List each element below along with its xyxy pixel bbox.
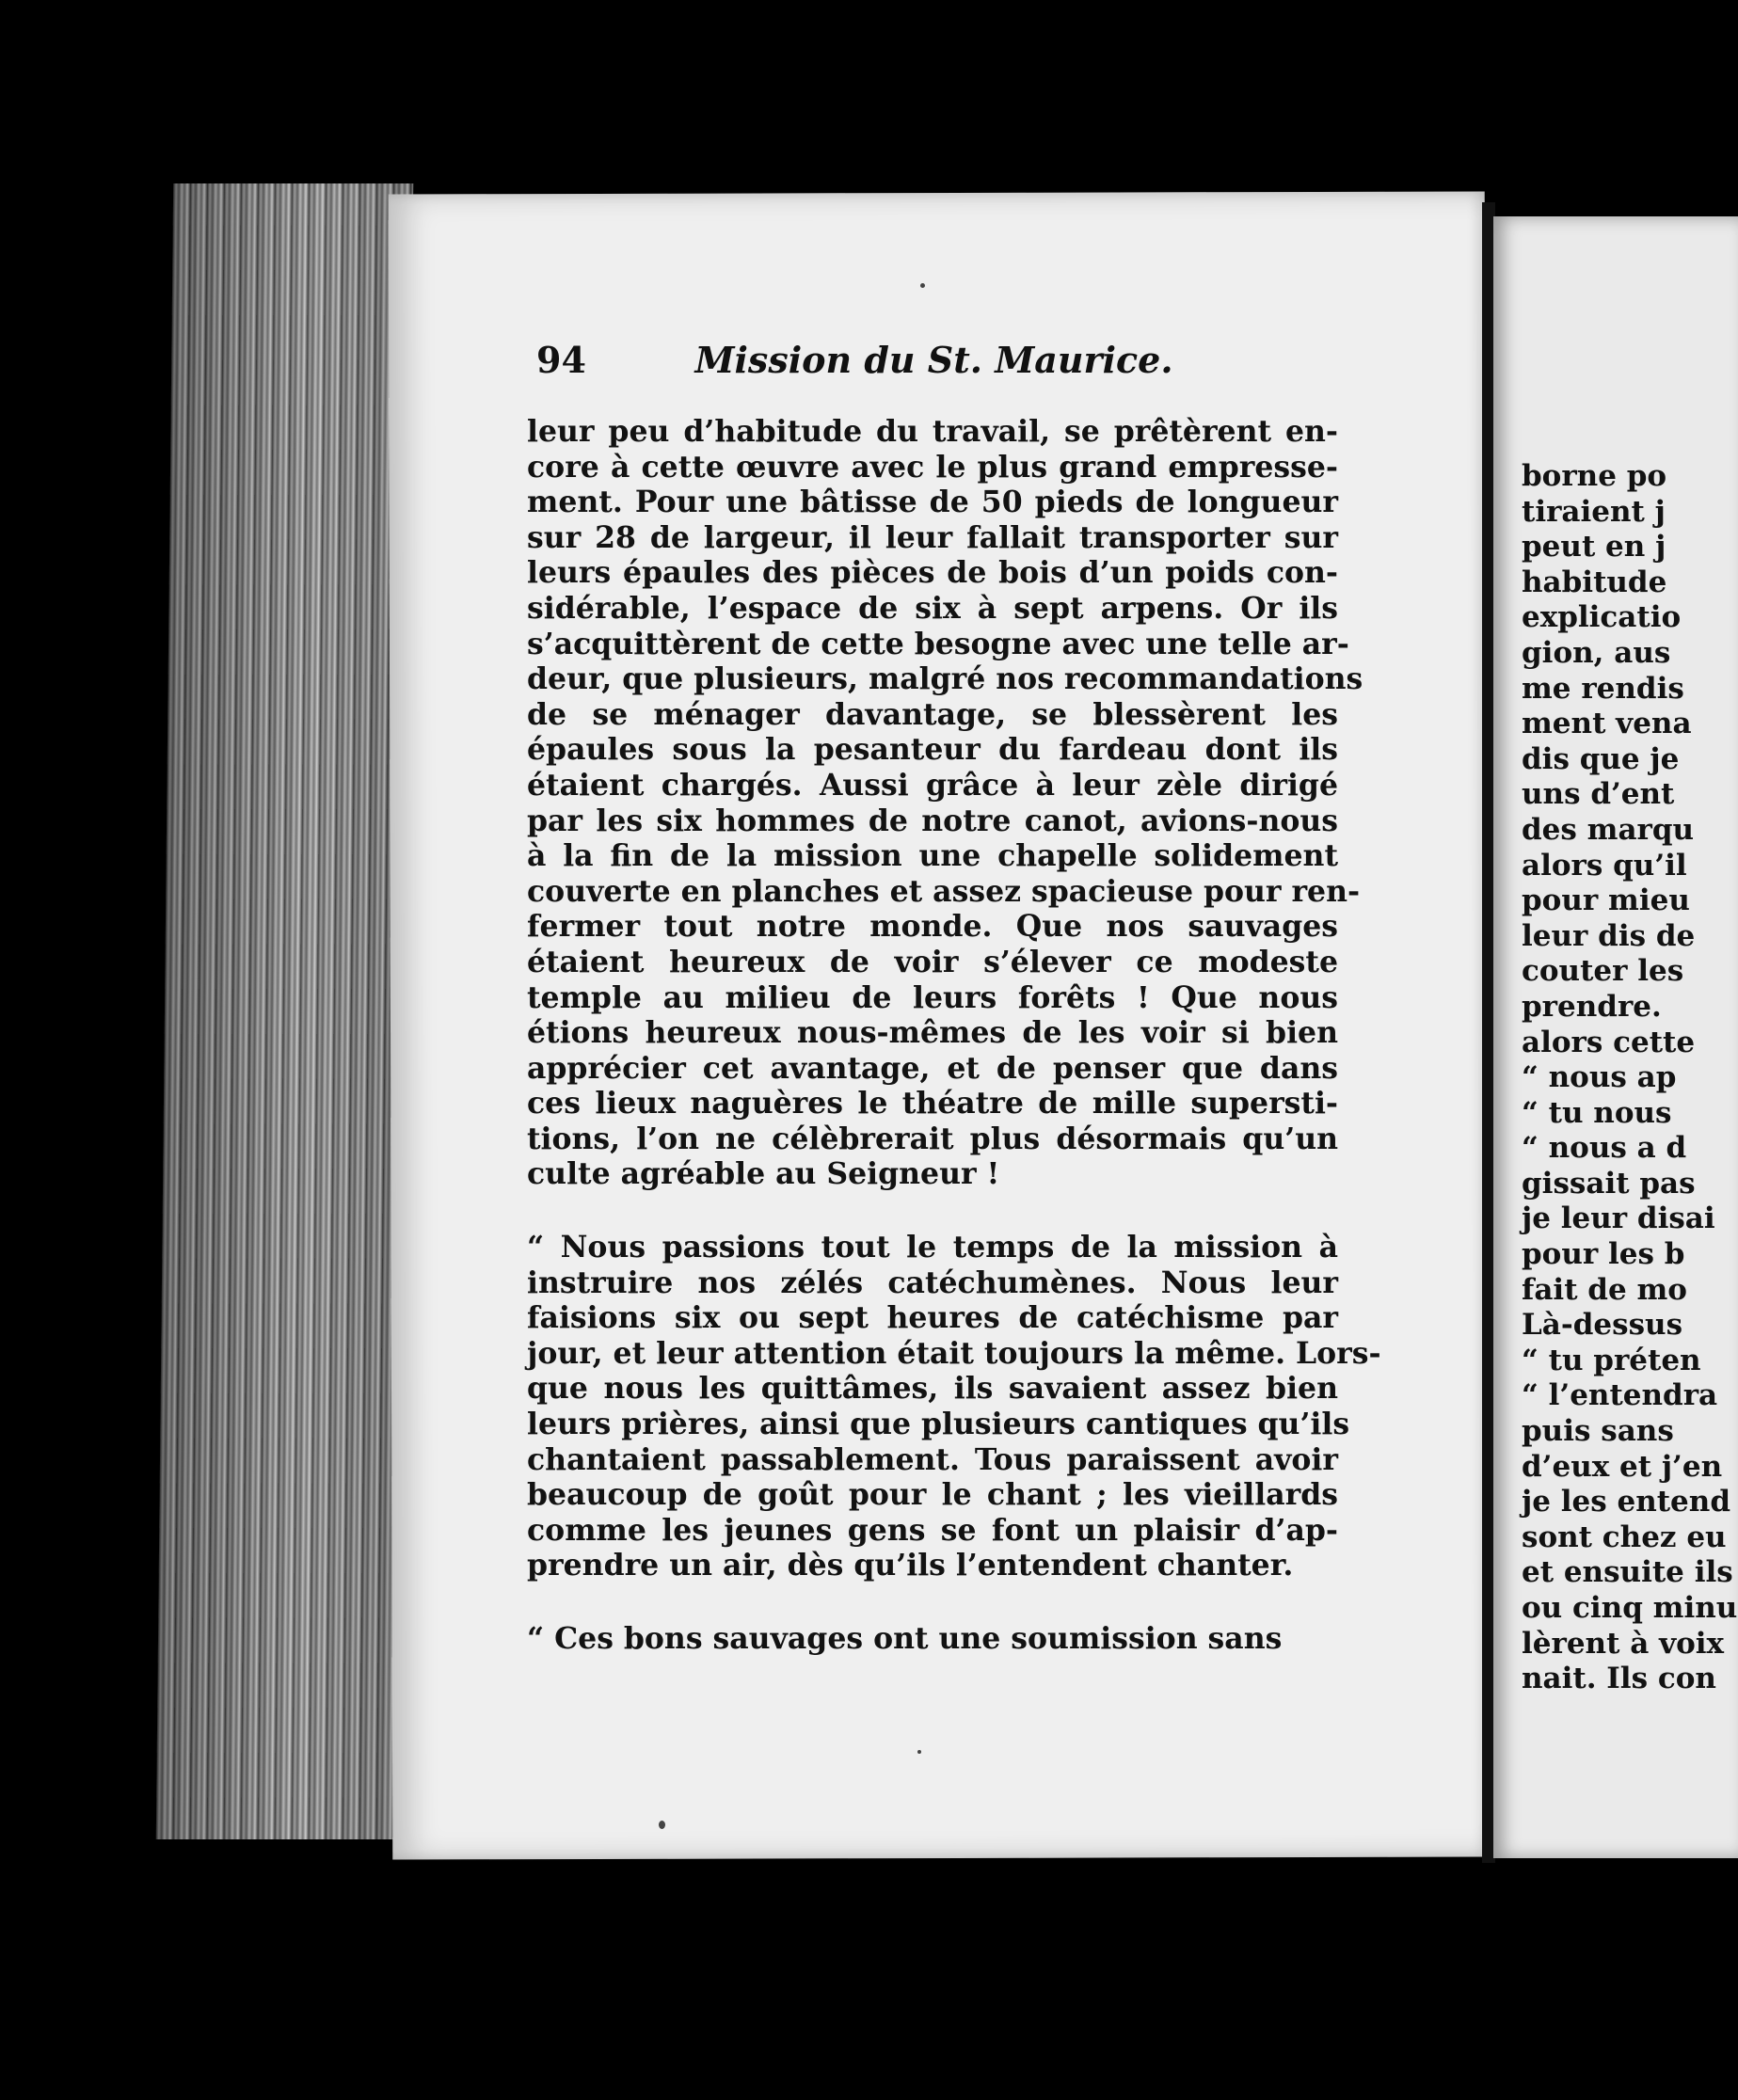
text-line: prendre un air, dès qu’ils l’entendent chanter. [527,1548,1294,1583]
text-line: comme les jeunes gens se font un plaisir d’ap- [527,1512,1338,1548]
paragraph-2 [527,1230,1381,1583]
text-line: fermer tout notre monde. Que nos sauvages [527,909,1338,945]
text-line: leurs épaules des pièces de bois d’un poids con- [527,555,1338,591]
facing-page-line: nait. Ils con [1522,1662,1716,1696]
facing-page-line: me rendis [1522,671,1684,706]
ink-speck [659,1821,665,1829]
text-line: ment. Pour une bâtisse de 50 pieds de longueur [527,485,1338,520]
facing-page-line: sont chez eu [1522,1519,1727,1554]
facing-page-line: fait de mo [1522,1272,1687,1307]
paragraph-3 [527,1621,1338,1657]
text-line: instruire nos zélés catéchumènes. Nous leur [527,1265,1338,1300]
body-text [527,414,1381,1657]
text-line: couverte en planches et assez spacieuse pour ren- [527,873,1361,909]
text-line: jour, et leur attention était toujours la même. Lors- [527,1335,1381,1371]
text-line: deur, que plusieurs, malgré nos recommandations [527,661,1363,697]
text-line: que nous les quittâmes, ils savaient assez bien [527,1371,1338,1407]
facing-page-line: ou cinq minu [1522,1591,1738,1625]
text-line: par les six hommes de notre canot, avions-nous [527,803,1338,838]
text-line: leur peu d’habitude du travail, se prêtèrent en- [527,414,1338,449]
text-line: sidérable, l’espace de six à sept arpens. Or ils [527,590,1338,626]
right-page [1493,216,1738,1858]
facing-page-line: et ensuite ils [1522,1555,1733,1590]
facing-page-line: Là-dessus [1522,1308,1683,1343]
text-line: temple au milieu de leurs forêts ! Que nous [527,979,1338,1015]
facing-page-line: gissait pas [1522,1166,1696,1201]
paragraph-1 [527,414,1363,1192]
facing-page-line: je leur disai [1522,1201,1715,1236]
text-line: étaient chargés. Aussi grâce à leur zèle dirigé [527,767,1338,803]
text-line: beaucoup de goût pour le chant ; les vieillards [527,1477,1338,1513]
facing-page-line: pour les b [1522,1237,1685,1272]
facing-page-line: dis que je [1522,741,1680,776]
facing-page-line: “ nous ap [1522,1060,1677,1095]
ink-speck [920,283,925,288]
ink-speck [917,1750,921,1754]
text-line: chantaient passablement. Tous paraissent avoir [527,1441,1338,1477]
page-number: 94 [536,339,586,381]
text-line: étaient heureux de voir s’élever ce modeste [527,944,1338,979]
facing-page-line: “ tu préten [1522,1343,1701,1377]
facing-page-text [1522,459,1737,1697]
page-edges [156,183,413,1839]
text-line: à la fin de la mission une chapelle solidement [527,838,1338,874]
text-line: s’acquittèrent de cette besogne avec une telle ar- [527,626,1349,661]
text-line: core à cette œuvre avec le plus grand empresse- [527,449,1338,485]
text-line: leurs prières, ainsi que plusieurs cantiques qu’ils [527,1407,1350,1442]
text-line: ces lieux naguères le théatre de mille supersti- [527,1086,1338,1122]
text-line: “ Ces bons sauvages ont une soumission sans [527,1621,1283,1656]
facing-page-line: alors cette [1522,1025,1696,1059]
text-line: apprécier cet avantage, et de penser que dans [527,1050,1338,1086]
facing-page-line: tiraient j [1522,494,1666,529]
text-line: étions heureux nous-mêmes de les voir si bien [527,1015,1338,1051]
text-line: épaules sous la pesanteur du fardeau dont ils [527,732,1338,768]
facing-page-line: gion, aus [1522,635,1671,670]
facing-page-line: ment vena [1522,707,1692,741]
facing-page-line: lèrent à voix [1522,1626,1725,1661]
facing-page-line: habitude [1522,565,1667,599]
facing-page-line: puis sans [1522,1414,1674,1449]
facing-page-line: explicatio [1522,600,1682,635]
text-line: faisions six ou sept heures de catéchisme par [527,1300,1338,1336]
facing-page-line: “ tu nous [1522,1095,1672,1130]
running-title: Mission du St. Maurice. [694,339,1173,381]
facing-page-line: prendre. [1522,989,1662,1024]
facing-page-line: alors qu’il [1522,848,1687,883]
text-line: de se ménager davantage, se blessèrent les [527,696,1338,732]
facing-page-line: pour mieu [1522,883,1690,918]
facing-page-line: peut en j [1522,530,1666,565]
facing-page-line: je les entend [1522,1485,1730,1519]
facing-page-line: des marqu [1522,812,1695,847]
facing-page-line: uns d’ent [1522,777,1675,812]
facing-page-line: couter les [1522,954,1684,989]
text-line: “ Nous passions tout le temps de la mission à [527,1230,1338,1265]
text-line: tions, l’on ne célèbrerait plus désormais qu’un [527,1121,1338,1156]
facing-page-line: borne po [1522,459,1667,493]
facing-page-line: “ l’entendra [1522,1378,1718,1413]
text-line: sur 28 de largeur, il leur fallait transporter sur [527,519,1338,555]
facing-page-line: “ nous a d [1522,1131,1687,1166]
facing-page-line: leur dis de [1522,918,1696,953]
text-line: culte agréable au Seigneur ! [527,1156,1000,1192]
facing-page-line: d’eux et j’en [1522,1449,1723,1484]
